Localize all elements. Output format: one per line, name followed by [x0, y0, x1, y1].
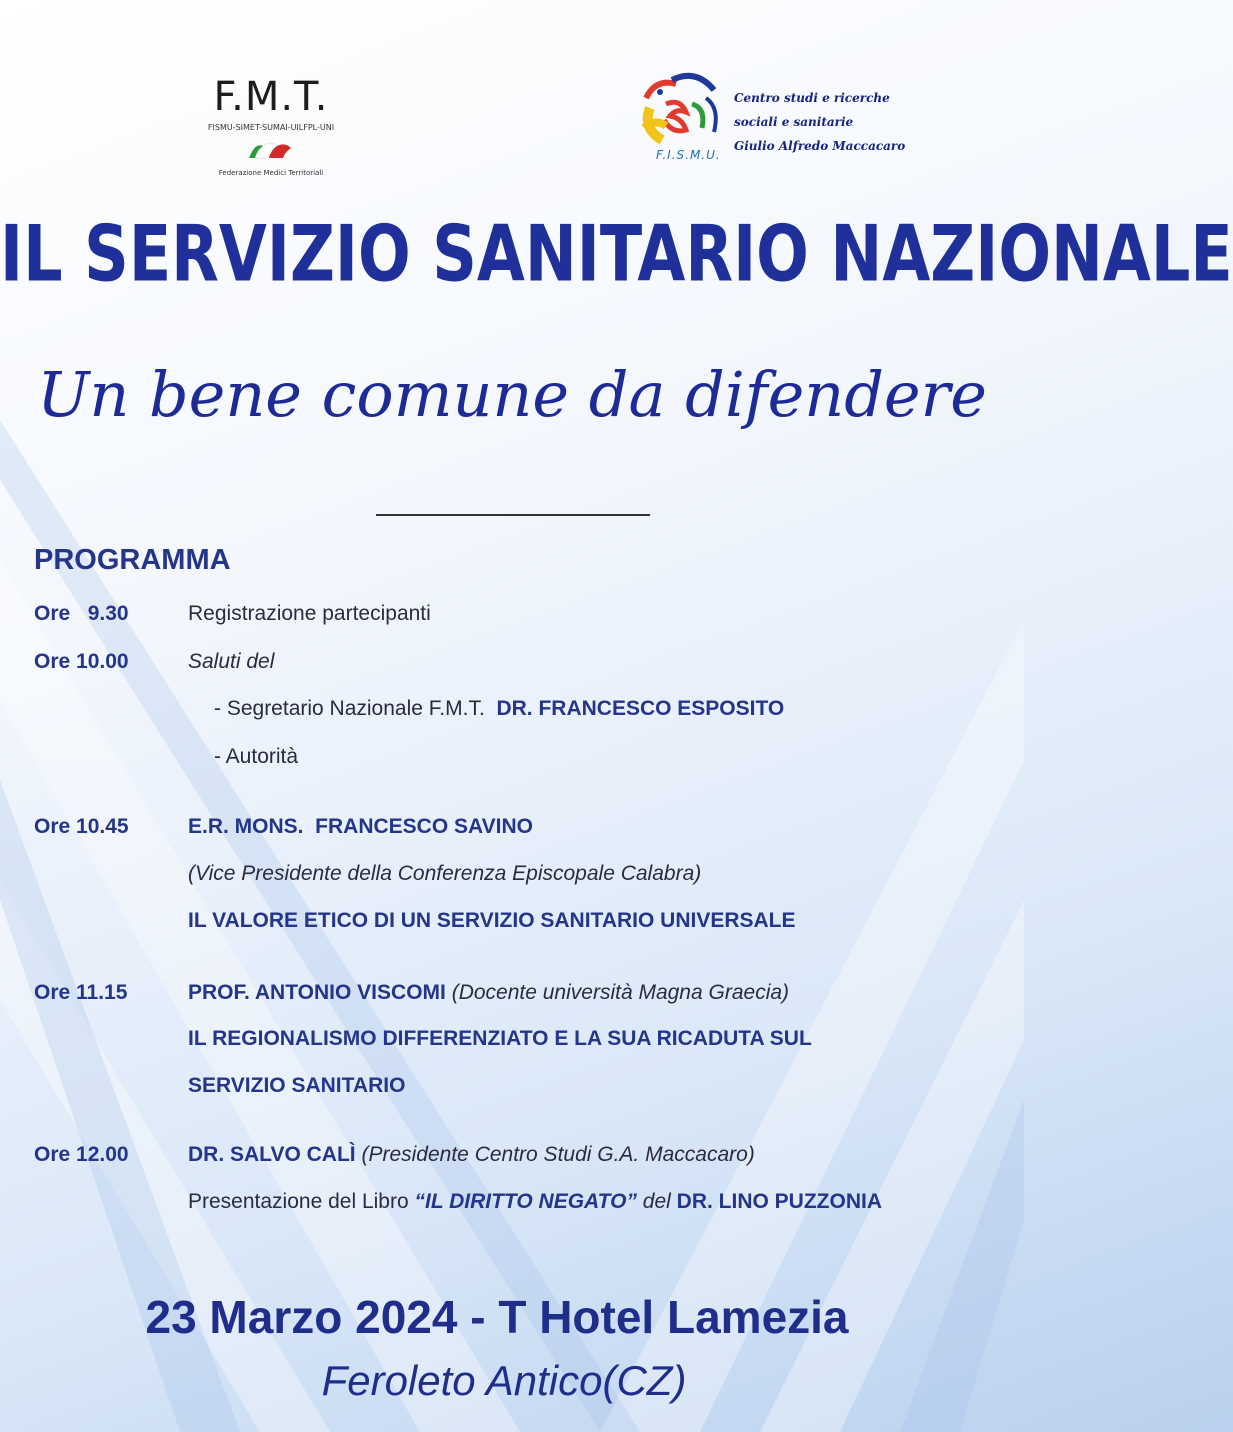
fmt-logo-federation: Federazione Medici Territoriali [218, 169, 324, 177]
program-role-4: (Docente università Magna Graecia) [451, 981, 790, 1004]
program-presentation-label: Presentazione del Libro [188, 1190, 415, 1213]
fismu-label: F.I.S.M.U. [656, 148, 721, 162]
centro-studi-line-2: sociali e sanitarie [734, 115, 854, 129]
program-role-3: (Vice Presidente della Conferenza Episcopale Calabra) [188, 862, 702, 885]
program-time-1: Ore 9.30 [34, 602, 129, 625]
event-location: Feroleto Antico(CZ) [321, 1357, 687, 1404]
fmt-logo [196, 74, 346, 184]
program-presentation-5 [188, 1190, 882, 1214]
centro-studi-text [734, 86, 934, 158]
fmt-logo-subtitle: FISMU-SIMET-SUMAI-UILFPL-UNI [207, 123, 335, 132]
program-book-author: DR. LINO PUZZONIA [676, 1190, 882, 1213]
program-sub-item-1-name: DR. FRANCESCO ESPOSITO [496, 697, 785, 720]
centro-studi-line-1: Centro studi e ricerche [734, 91, 890, 105]
program-time-4: Ore 11.15 [34, 981, 128, 1004]
program-role-5: (Presidente Centro Studi G.A. Maccacaro) [361, 1143, 755, 1166]
program-del-label: del [636, 1190, 677, 1213]
main-title: IL SERVIZIO SANITARIO NAZIONALE [0, 208, 1233, 300]
program-topic-4a: IL REGIONALISMO DIFFERENZIATO E LA SUA RICADUTA SUL [188, 1027, 812, 1050]
program-speaker-5: DR. SALVO CALÌ [188, 1143, 356, 1166]
subtitle: Un bene comune da difendere [37, 358, 987, 431]
event-date-venue: 23 Marzo 2024 - T Hotel Lamezia [145, 1291, 849, 1343]
program-heading: PROGRAMMA [34, 544, 231, 576]
program-time-3: Ore 10.45 [34, 815, 129, 838]
program-text-2: Saluti del [188, 650, 275, 673]
italian-flag-icon [241, 138, 301, 160]
program-time-2: Ore 10.00 [34, 650, 129, 673]
program-sub-item-1 [214, 697, 784, 721]
centro-studi-line-3: Giulio Alfredo Maccacaro [734, 139, 906, 153]
program-time-5: Ore 12.00 [34, 1143, 129, 1166]
program-topic-3: IL VALORE ETICO DI UN SERVIZIO SANITARIO UNIVERSALE [188, 909, 796, 932]
program-speaker-line-5 [188, 1143, 755, 1167]
program-speaker-3: E.R. MONS. FRANCESCO SAVINO [188, 815, 533, 838]
program-book-title: “IL DIRITTO NEGATO” [414, 1190, 637, 1213]
program-text-1: Registrazione partecipanti [188, 602, 431, 625]
program-speaker-4: PROF. ANTONIO VISCOMI [188, 981, 446, 1004]
program-speaker-line-4 [188, 981, 789, 1005]
title-divider [376, 514, 650, 516]
program-sub-item-2: - Autorità [214, 745, 299, 768]
program-topic-4b: SERVIZIO SANITARIO [188, 1074, 406, 1097]
program-sub-item-1-text: - Segretario Nazionale F.M.T. [214, 697, 485, 720]
fmt-logo-title: F.M.T. [213, 74, 329, 120]
centro-studi-logo [636, 68, 936, 178]
